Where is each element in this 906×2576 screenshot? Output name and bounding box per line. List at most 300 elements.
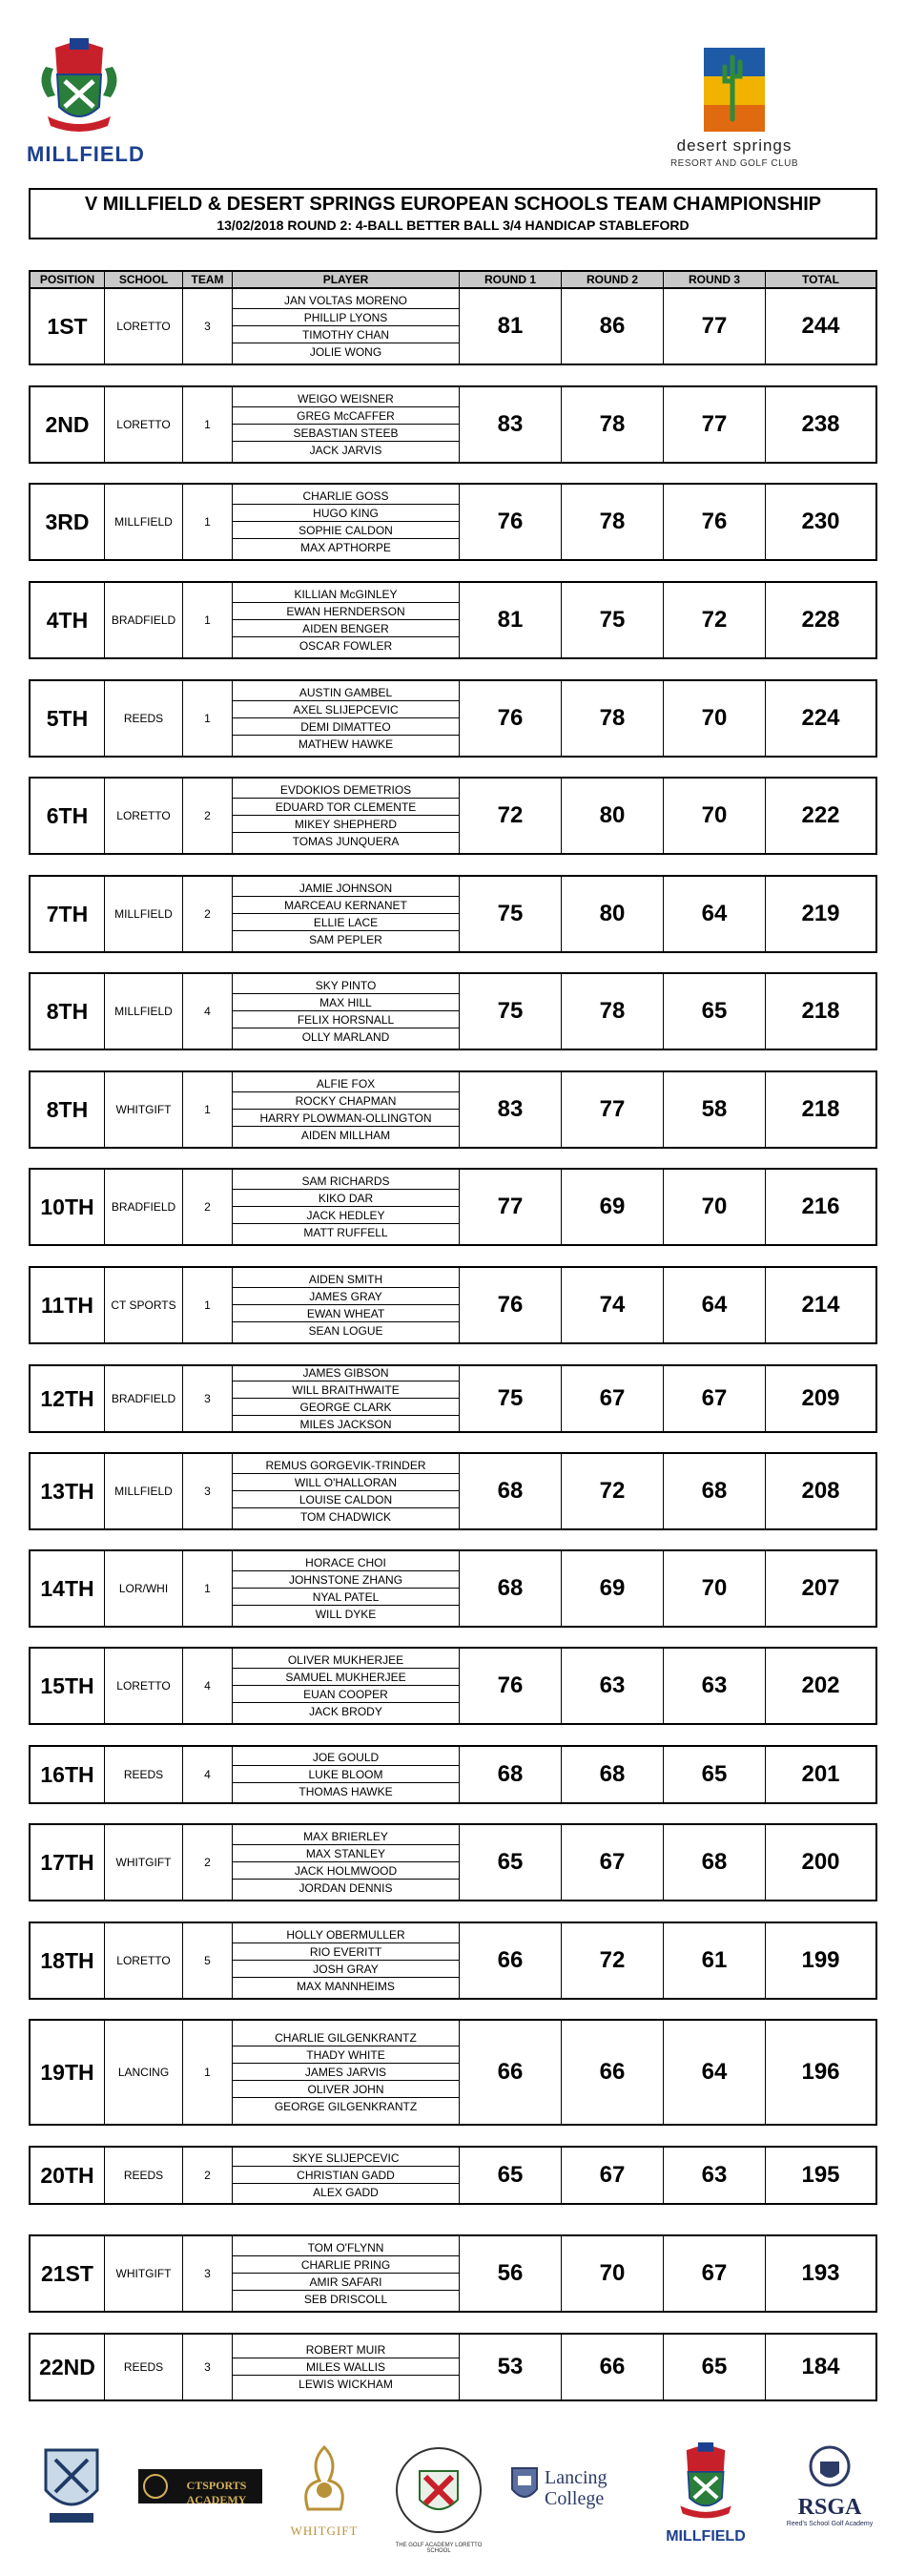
- team: 2: [204, 2169, 211, 2182]
- total-score: 224: [801, 705, 840, 731]
- position-cell: [31, 1072, 105, 1147]
- standings-row: [29, 1168, 877, 1246]
- player-name: OSCAR FOWLER: [299, 639, 393, 653]
- player-name: MATT RUFFELL: [303, 1226, 388, 1239]
- school: WHITGIFT: [115, 1856, 172, 1869]
- players-cell: [233, 1825, 460, 1900]
- round-1-score-cell: [460, 974, 562, 1049]
- round-1-score-cell: [460, 1268, 562, 1342]
- ct-sports-logo: [138, 2469, 262, 2507]
- players-cell: [233, 1747, 460, 1802]
- school-cell: [105, 681, 183, 756]
- lancing-text: Lancing College: [545, 2467, 607, 2509]
- position: 12TH: [40, 1385, 94, 1411]
- round-1-score-cell: [460, 681, 562, 756]
- total-score-cell: [766, 2021, 875, 2124]
- total-score: 200: [801, 1849, 840, 1875]
- golf-academy-crest-icon: [391, 2442, 486, 2538]
- players-cell: [233, 1454, 460, 1528]
- player-name: JOE GOULD: [233, 1749, 459, 1766]
- round-2-score: 69: [599, 1194, 626, 1219]
- round-1-score: 65: [497, 2162, 524, 2188]
- position-cell: [31, 1268, 105, 1342]
- total-score-cell: [766, 1649, 875, 1723]
- round-1-score-cell: [460, 1825, 562, 1900]
- round-1-score: 75: [497, 901, 524, 926]
- standings-row: [29, 1266, 877, 1344]
- school-cell: [105, 2021, 183, 2124]
- round-2-score: 68: [599, 1761, 626, 1787]
- position: 20TH: [40, 2162, 94, 2188]
- standings-row: [29, 875, 877, 953]
- round-1-score-cell: [460, 2148, 562, 2203]
- player-name: SAM RICHARDS: [233, 1173, 459, 1190]
- round-3-score-cell: [664, 2335, 766, 2399]
- round-2-score: 67: [599, 1849, 626, 1875]
- school: REEDS: [123, 2360, 164, 2374]
- total-score-cell: [766, 1268, 875, 1342]
- player-name: AUSTIN GAMBEL: [233, 684, 459, 701]
- player-name: KILLIAN McGINLEY: [233, 586, 459, 603]
- round-2-score-cell: [562, 1825, 664, 1900]
- player-name: TOMAS JUNQUERA: [292, 835, 400, 848]
- player-name: TOM O'FLYNN: [233, 2239, 459, 2256]
- position: 8TH: [46, 998, 89, 1024]
- position: 1ST: [47, 313, 88, 339]
- round-3-score: 64: [701, 2059, 728, 2085]
- player-name: AIDEN MILLHAM: [300, 1129, 391, 1142]
- round-1-score-cell: [460, 1072, 562, 1147]
- player-name: JAMES JARVIS: [233, 2064, 459, 2081]
- player-name: MATHEW HAWKE: [298, 737, 394, 751]
- round-2-score: 77: [599, 1096, 626, 1122]
- round-3-score-cell: [664, 2021, 766, 2124]
- school-cell: [105, 387, 183, 462]
- school: WHITGIFT: [115, 2267, 172, 2280]
- team-cell: [183, 1747, 233, 1802]
- round-1-score: 66: [497, 2059, 524, 2085]
- millfield-logo-text: MILLFIELD: [27, 142, 145, 166]
- round-3-score-cell: [664, 877, 766, 951]
- player-name: AXEL SLIJEPCEVIC: [233, 701, 459, 718]
- total-score: 202: [801, 1672, 840, 1698]
- round-2-score-cell: [562, 1454, 664, 1528]
- player-name: MAX STANLEY: [233, 1845, 459, 1862]
- standings-row: [29, 287, 877, 365]
- team-cell: [183, 1366, 233, 1431]
- round-3-score: 65: [701, 1761, 728, 1787]
- round-3-score: 65: [701, 2354, 728, 2379]
- player-name: JACK HOLMWOOD: [233, 1862, 459, 1880]
- player-name: AIDEN BENGER: [233, 620, 459, 637]
- team: 4: [204, 1768, 211, 1781]
- total-score-cell: [766, 1170, 875, 1244]
- total-score: 209: [801, 1385, 840, 1411]
- standings-row: [29, 2019, 877, 2126]
- round-2-score-cell: [562, 681, 664, 756]
- standings-row: [29, 1922, 877, 2000]
- sponsor-logos: [0, 2423, 906, 2566]
- round-3-score-cell: [664, 387, 766, 462]
- desert-springs-cactus-icon: [649, 43, 820, 134]
- position-cell: [31, 485, 105, 559]
- school: BRADFIELD: [111, 1392, 176, 1405]
- player-name: WILL O'HALLORAN: [233, 1474, 459, 1491]
- round-2-score-cell: [562, 1268, 664, 1342]
- position: 6TH: [46, 802, 89, 828]
- position-cell: [31, 779, 105, 853]
- player-name: JAMES GRAY: [233, 1288, 459, 1305]
- school-cell: [105, 1825, 183, 1900]
- school-cell: [105, 1551, 183, 1626]
- round-1-score-cell: [460, 485, 562, 559]
- millfield-footer-logo: [658, 2442, 753, 2547]
- player-name: MILES WALLIS: [233, 2358, 459, 2376]
- column-header-player: PLAYER: [233, 272, 460, 287]
- team-cell: [183, 289, 233, 364]
- player-name: SAM PEPLER: [309, 933, 382, 946]
- player-name: JACK BRODY: [309, 1705, 382, 1718]
- player-name: LOUISE CALDON: [233, 1491, 459, 1508]
- page-title: V MILLFIELD & DESERT SPRINGS EUROPEAN SCHOOLS TEAM CHAMPIONSHIP: [84, 194, 822, 215]
- position-cell: [31, 1170, 105, 1244]
- team-cell: [183, 1551, 233, 1626]
- column-header-school: SCHOOL: [105, 272, 183, 287]
- school: LANCING: [117, 2066, 170, 2079]
- round-1-score: 76: [497, 705, 524, 731]
- round-3-score: 70: [701, 1575, 728, 1601]
- player-name: HARRY PLOWMAN-OLLINGTON: [233, 1110, 459, 1127]
- school: REEDS: [123, 1768, 164, 1781]
- position: 2ND: [45, 411, 90, 437]
- team-cell: [183, 1923, 233, 1998]
- standings-row: [29, 1647, 877, 1725]
- total-score: 201: [801, 1761, 840, 1787]
- team: 4: [204, 1679, 211, 1693]
- school-cell: [105, 1170, 183, 1244]
- round-1-score: 72: [497, 802, 524, 828]
- team: 5: [204, 1954, 211, 1967]
- team: 1: [204, 712, 211, 725]
- school: LORETTO: [116, 1954, 171, 1967]
- team-cell: [183, 583, 233, 657]
- position: 18TH: [40, 1947, 94, 1973]
- total-score: 244: [801, 313, 840, 339]
- player-name: SEAN LOGUE: [308, 1324, 383, 1338]
- player-name: SOPHIE CALDON: [233, 522, 459, 539]
- position-cell: [31, 974, 105, 1049]
- team: 2: [204, 1856, 211, 1869]
- total-score-cell: [766, 485, 875, 559]
- players-cell: [233, 1649, 460, 1723]
- total-score: 199: [801, 1947, 840, 1973]
- lancing-shield-icon: [510, 2466, 539, 2504]
- team: 1: [204, 515, 211, 529]
- player-name: GREG McCAFFER: [233, 407, 459, 425]
- player-name: OLIVER MUKHERJEE: [233, 1652, 459, 1669]
- desert-springs-logo: [649, 43, 820, 177]
- position: 16TH: [40, 1761, 94, 1787]
- round-3-score-cell: [664, 1747, 766, 1802]
- ct-sports-text: CTSPORTS ACADEMY: [186, 2479, 247, 2506]
- team: 1: [204, 1298, 211, 1312]
- rsga-subtitle: Reed's School Golf Academy: [786, 2521, 874, 2527]
- round-2-score-cell: [562, 2021, 664, 2124]
- round-1-score: 76: [497, 1672, 524, 1698]
- player-name: SEBASTIAN STEEB: [233, 425, 459, 442]
- standings-row: [29, 1823, 877, 1901]
- title-box: [29, 188, 877, 239]
- school: REEDS: [123, 712, 164, 725]
- position: 13TH: [40, 1478, 94, 1504]
- team: 1: [204, 418, 211, 431]
- standings-row: [29, 1070, 877, 1149]
- school: LORETTO: [116, 1679, 171, 1693]
- total-score: 218: [801, 998, 840, 1024]
- players-cell: [233, 1923, 460, 1998]
- school-cell: [105, 2335, 183, 2399]
- position: 3RD: [45, 509, 90, 534]
- round-2-score-cell: [562, 1649, 664, 1723]
- round-3-score-cell: [664, 2236, 766, 2311]
- team-cell: [183, 1072, 233, 1147]
- round-3-score: 68: [701, 1478, 728, 1504]
- column-header-round-1: ROUND 1: [460, 272, 562, 287]
- round-1-score-cell: [460, 1551, 562, 1626]
- round-2-score-cell: [562, 485, 664, 559]
- total-score-cell: [766, 1825, 875, 1900]
- team: 2: [204, 809, 211, 822]
- total-score-cell: [766, 681, 875, 756]
- position-cell: [31, 2148, 105, 2203]
- position: 4TH: [46, 607, 89, 633]
- millfield-footer-crest-icon: [658, 2442, 753, 2524]
- round-1-score: 76: [497, 1292, 524, 1318]
- player-name: SKYE SLIJEPCEVIC: [233, 2150, 459, 2167]
- player-name: EDUARD TOR CLEMENTE: [233, 799, 459, 816]
- total-score-cell: [766, 2335, 875, 2399]
- round-1-score: 68: [497, 1761, 524, 1787]
- round-2-score-cell: [562, 877, 664, 951]
- round-1-score: 81: [497, 607, 524, 633]
- team-cell: [183, 974, 233, 1049]
- round-1-score-cell: [460, 779, 562, 853]
- player-name: MAX MANNHEIMS: [297, 1980, 395, 1993]
- round-3-score: 70: [701, 1194, 728, 1219]
- round-3-score: 64: [701, 1292, 728, 1318]
- players-cell: [233, 2335, 460, 2399]
- players-cell: [233, 2021, 460, 2124]
- round-3-score: 61: [701, 1947, 728, 1973]
- player-name: JOLIE WONG: [309, 345, 382, 359]
- column-header-position: POSITION: [31, 272, 105, 287]
- team-cell: [183, 2148, 233, 2203]
- position-cell: [31, 1825, 105, 1900]
- round-3-score-cell: [664, 681, 766, 756]
- round-3-score-cell: [664, 1366, 766, 1431]
- round-2-score: 75: [599, 607, 626, 633]
- player-name: ROBERT MUIR: [233, 2341, 459, 2358]
- player-name: MIKEY SHEPHERD: [233, 816, 459, 833]
- player-name: FELIX HORSNALL: [233, 1011, 459, 1028]
- players-cell: [233, 1268, 460, 1342]
- standings-row: [29, 1452, 877, 1530]
- players-cell: [233, 877, 460, 951]
- rsga-crest-icon: [801, 2442, 858, 2490]
- player-name: OLLY MARLAND: [301, 1030, 390, 1044]
- total-score-cell: [766, 779, 875, 853]
- position: 11TH: [41, 1292, 93, 1318]
- round-2-score: 67: [599, 2162, 626, 2188]
- player-name: GEORGE GILGENKRANTZ: [274, 2100, 418, 2113]
- total-score: 238: [801, 411, 840, 437]
- player-name: CHARLIE PRING: [233, 2256, 459, 2274]
- round-3-score: 72: [701, 607, 728, 633]
- player-name: SEB DRISCOLL: [303, 2293, 388, 2306]
- round-2-score-cell: [562, 1366, 664, 1431]
- player-name: LUKE BLOOM: [233, 1766, 459, 1783]
- position: 14TH: [40, 1575, 94, 1601]
- position-cell: [31, 1454, 105, 1528]
- position: 10TH: [40, 1194, 94, 1219]
- standings-row: [29, 2234, 877, 2313]
- player-name: EWAN WHEAT: [233, 1305, 459, 1322]
- player-name: REMUS GORGEVIK-TRINDER: [233, 1457, 459, 1474]
- lancing-logo: [510, 2462, 634, 2519]
- school-cell: [105, 1454, 183, 1528]
- school: BRADFIELD: [111, 1200, 176, 1214]
- player-name: GEORGE CLARK: [233, 1399, 459, 1416]
- page-header: [0, 0, 906, 181]
- team: 3: [204, 1485, 211, 1498]
- column-header-round-2: ROUND 2: [562, 272, 664, 287]
- players-cell: [233, 974, 460, 1049]
- round-1-score-cell: [460, 2335, 562, 2399]
- round-3-score: 67: [701, 2260, 728, 2286]
- round-2-score: 72: [599, 1947, 626, 1973]
- round-2-score-cell: [562, 2148, 664, 2203]
- whitgift-crest-icon: [281, 2442, 367, 2519]
- team: 4: [204, 1005, 211, 1018]
- team: 3: [204, 320, 211, 333]
- round-1-score-cell: [460, 583, 562, 657]
- player-name: JOHNSTONE ZHANG: [233, 1571, 459, 1589]
- team: 1: [204, 2066, 211, 2079]
- player-name: ROCKY CHAPMAN: [233, 1092, 459, 1110]
- school: LOR/WHI: [118, 1582, 169, 1595]
- round-3-score: 63: [701, 2162, 728, 2188]
- round-2-score-cell: [562, 779, 664, 853]
- standings-row: [29, 679, 877, 758]
- round-2-score-cell: [562, 2236, 664, 2311]
- school: MILLFIELD: [114, 1485, 173, 1498]
- players-cell: [233, 387, 460, 462]
- position-cell: [31, 1747, 105, 1802]
- round-1-score-cell: [460, 289, 562, 364]
- player-name: DEMI DIMATTEO: [233, 718, 459, 736]
- round-3-score-cell: [664, 1268, 766, 1342]
- position-cell: [31, 1649, 105, 1723]
- team-cell: [183, 2021, 233, 2124]
- total-score: 219: [801, 901, 840, 926]
- player-name: MAX BRIERLEY: [233, 1828, 459, 1845]
- round-3-score: 65: [701, 998, 728, 1024]
- team: 1: [204, 1582, 211, 1595]
- school: BRADFIELD: [111, 613, 176, 627]
- players-cell: [233, 1072, 460, 1147]
- school-cell: [105, 1366, 183, 1431]
- players-cell: [233, 779, 460, 853]
- round-2-score: 67: [599, 1385, 626, 1411]
- round-1-score-cell: [460, 2021, 562, 2124]
- round-3-score-cell: [664, 1454, 766, 1528]
- player-name: CHRISTIAN GADD: [233, 2167, 459, 2184]
- school-cell: [105, 1649, 183, 1723]
- position-cell: [31, 289, 105, 364]
- round-1-score-cell: [460, 1170, 562, 1244]
- player-name: THADY WHITE: [233, 2046, 459, 2064]
- round-1-score: 53: [497, 2354, 524, 2379]
- round-1-score-cell: [460, 1923, 562, 1998]
- round-1-score: 56: [497, 2260, 524, 2286]
- standings-row: [29, 1549, 877, 1628]
- team-cell: [183, 1454, 233, 1528]
- player-name: OLIVER JOHN: [233, 2081, 459, 2098]
- school-cell: [105, 1072, 183, 1147]
- column-header-total: TOTAL: [802, 273, 839, 286]
- round-2-score: 69: [599, 1575, 626, 1601]
- round-3-score-cell: [664, 2148, 766, 2203]
- total-score-cell: [766, 289, 875, 364]
- team-cell: [183, 387, 233, 462]
- position: 19TH: [40, 2059, 94, 2085]
- team: 2: [204, 1200, 211, 1214]
- round-2-score-cell: [562, 583, 664, 657]
- school-cell: [105, 485, 183, 559]
- player-name: CHARLIE GILGENKRANTZ: [233, 2029, 459, 2046]
- round-2-score-cell: [562, 1551, 664, 1626]
- total-score-cell: [766, 974, 875, 1049]
- round-1-score-cell: [460, 387, 562, 462]
- school-cell: [105, 974, 183, 1049]
- round-2-score: 86: [599, 313, 626, 339]
- round-3-score-cell: [664, 1072, 766, 1147]
- player-name: KIKO DAR: [233, 1190, 459, 1207]
- position-cell: [31, 1366, 105, 1431]
- player-name: EWAN HERNDERSON: [233, 603, 459, 620]
- team: 1: [204, 613, 211, 627]
- round-3-score: 67: [701, 1385, 728, 1411]
- player-name: ALEX GADD: [313, 2186, 379, 2199]
- player-name: JAMIE JOHNSON: [233, 880, 459, 897]
- player-name: SAMUEL MUKHERJEE: [233, 1669, 459, 1686]
- round-3-score: 77: [701, 411, 728, 437]
- players-cell: [233, 1170, 460, 1244]
- player-name: EVDOKIOS DEMETRIOS: [233, 781, 459, 799]
- total-score: 196: [801, 2059, 840, 2085]
- player-name: EUAN COOPER: [233, 1686, 459, 1703]
- total-score: 222: [801, 802, 840, 828]
- team: 2: [204, 907, 211, 921]
- players-cell: [233, 681, 460, 756]
- position: 21ST: [41, 2260, 93, 2286]
- player-name: MILES JACKSON: [299, 1418, 392, 1431]
- round-2-score-cell: [562, 1170, 664, 1244]
- round-1-score: 75: [497, 998, 524, 1024]
- player-name: HORACE CHOI: [233, 1554, 459, 1571]
- school-cell: [105, 877, 183, 951]
- round-3-score-cell: [664, 289, 766, 364]
